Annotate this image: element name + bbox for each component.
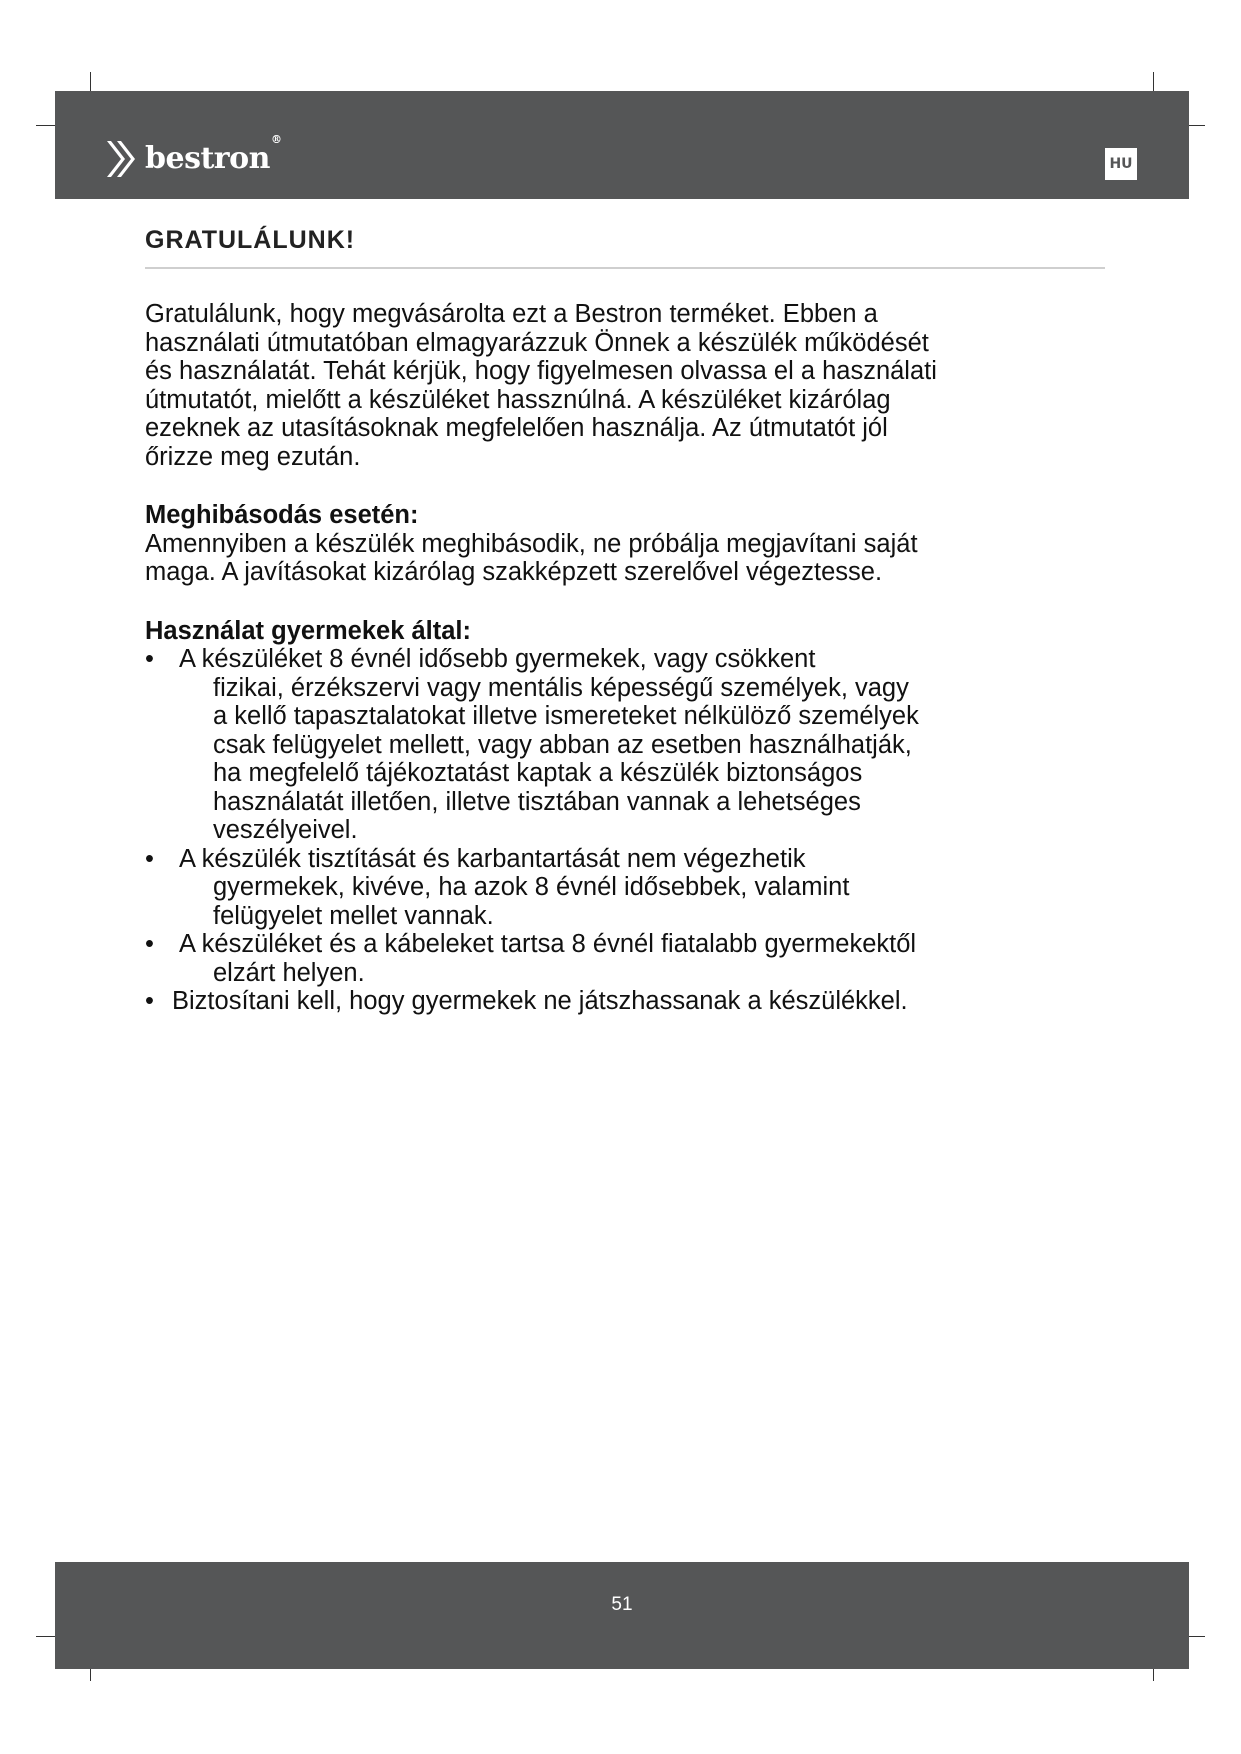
bullet-icon: • [145,844,154,873]
bullet-icon: • [145,987,154,1015]
language-badge: HU [1105,148,1137,180]
text-line: a kellő tapasztalatokat illetve ismereteket nélkülöző személyek [213,702,919,730]
text-line: használatát illetően, illetve tisztában vannak a lehetséges [213,787,861,816]
logo-chevron-icon [105,139,139,179]
list-item [145,645,1105,845]
text-line: és használatát. Tehát kérjük, hogy figyelmesen olvassa el a használati [145,357,937,385]
bullet-icon: • [145,930,154,958]
brand-logo [105,133,282,179]
text-line: Gratulálunk, hogy megvásárolta ezt a Bestron terméket. Ebben a [145,300,878,328]
children-heading: Használat gyermekek által: [145,616,471,645]
list-item [145,987,1105,1016]
text-line: Biztosítani kell, hogy gyermekek ne játszhassanak a készülékkel. [172,987,908,1015]
text-line: A készüléket 8 évnél idősebb gyermekek, vagy csökkent [179,645,816,673]
text-line: A készüléket és a kábeleket tartsa 8 évnél fiatalabb gyermekektől [179,930,917,958]
intro-paragraph [145,300,1105,471]
text-line: gyermekek, kivéve, ha azok 8 évnél idősebbek, valamint [213,873,850,901]
text-line: ezeknek az utasításoknak megfelelően használja. Az útmutatót jól [145,414,888,442]
children-bullet-list [145,645,1105,1016]
children-section [145,617,1105,1016]
text-line: ha megfelelő tájékoztatást kaptak a készülék biztonságos [213,759,863,787]
text-line: őrizze meg ezután. [145,442,361,471]
list-item [145,930,1105,987]
header-band [55,91,1189,199]
text-line: használati útmutatóban elmagyarázzuk Önnek a készülék működését [145,328,929,357]
text-line: útmutatót, mielőtt a készüléket hassznúlná. A készüléket kizárólag [145,385,891,414]
page-number: 51 [611,1594,633,1615]
text-line: fizikai, érzékszervi vagy mentális képességű személyek, vagy [213,673,909,702]
malfunction-heading: Meghibásodás esetén: [145,501,419,529]
bullet-icon: • [145,645,154,673]
footer-band [55,1562,1189,1669]
main-content [145,226,1105,1016]
text-line: maga. A javításokat kizárólag szakképzett szerelővel végeztesse. [145,558,883,586]
text-line: veszélyeivel. [213,816,358,844]
text-line: elzárt helyen. [213,958,365,987]
text-line: A készülék tisztítását és karbantartását nem végezhetik [179,844,806,873]
registered-mark: ® [270,133,282,146]
list-item [145,845,1105,931]
text-line: felügyelet mellet vannak. [213,901,494,930]
malfunction-section [145,501,1105,587]
text-line: csak felügyelet mellett, vagy abban az esetben használhatják, [213,730,912,759]
brand-name: bestron® [145,133,282,176]
page-title: GRATULÁLUNK! [145,226,1105,269]
text-line: Amennyiben a készülék meghibásodik, ne próbálja megjavítani saját [145,529,918,558]
